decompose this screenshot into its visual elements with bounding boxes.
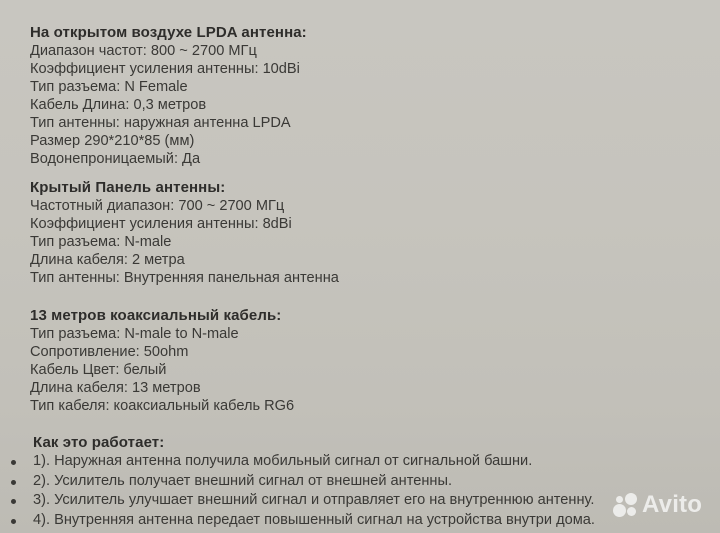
- list-item-text: 1). Наружная антенна получила мобильный сигнал от сигнальной башни.: [33, 453, 533, 469]
- list-item-text: 3). Усилитель улучшает внешний сигнал и отправляет его на внутреннюю антенну.: [33, 492, 595, 508]
- spec-line-connector: Тип разъема: N-male to N-male: [30, 326, 239, 342]
- spec-line-frequency: Частотный диапазон: 700 ~ 2700 МГц: [30, 198, 285, 214]
- spec-line-color: Кабель Цвет: белый: [30, 362, 167, 378]
- list-item: [33, 472, 595, 492]
- spec-line-gain: Коэффициент усиления антенны: 8dBi: [30, 216, 292, 232]
- section-coaxial-cable: [30, 307, 294, 415]
- section-how-it-works: [33, 434, 595, 530]
- watermark-text: Avito: [642, 491, 703, 518]
- section-indoor-panel-antenna: [30, 179, 339, 287]
- spec-line-cable-length: Длина кабеля: 13 метров: [30, 380, 201, 396]
- spec-line-waterproof: Водонепроницаемый: Да: [30, 151, 201, 167]
- spec-line-connector: Тип разъема: N-male: [30, 234, 172, 250]
- section-title: 13 метров коаксиальный кабель:: [30, 307, 282, 324]
- section-outdoor-lpda-antenna: [30, 24, 307, 168]
- spec-line-cable-length: Кабель Длина: 0,3 метров: [30, 97, 207, 113]
- section-title: Крытый Панель антенны:: [30, 179, 226, 196]
- list-item: [33, 452, 595, 472]
- spec-line-impedance: Сопротивление: 50ohm: [30, 344, 189, 360]
- spec-line-cable-type: Тип кабеля: коаксиальный кабель RG6: [30, 398, 295, 414]
- list-item-text: 2). Усилитель получает внешний сигнал от внешней антенны.: [33, 472, 453, 489]
- list-item: [33, 511, 595, 531]
- spec-line-antenna-type: Тип антенны: Внутренняя панельная антенна: [30, 270, 339, 286]
- avito-dots-logo-icon: [613, 492, 639, 518]
- spec-line-frequency: Диапазон частот: 800 ~ 2700 МГц: [30, 43, 257, 59]
- section-title: На открытом воздухе LPDA антенна:: [30, 24, 307, 41]
- list-item-text: 4). Внутренняя антенна передает повышенный сигнал на устройства внутри дома.: [33, 511, 595, 528]
- section-title: Как это работает:: [33, 434, 165, 451]
- bullet-icon: [11, 519, 16, 524]
- spec-line-gain: Коэффициент усиления антенны: 10dBi: [30, 61, 300, 77]
- bullet-icon: [11, 499, 16, 504]
- spec-line-antenna-type: Тип антенны: наружная антенна LPDA: [30, 115, 291, 131]
- spec-line-cable-length: Длина кабеля: 2 метра: [30, 252, 185, 268]
- spec-line-size: Размер 290*210*85 (мм): [30, 133, 195, 149]
- avito-watermark: [613, 491, 702, 519]
- list-item: [33, 491, 595, 511]
- bullet-icon: [11, 480, 16, 485]
- bullet-icon: [11, 460, 16, 465]
- spec-line-connector: Тип разъема: N Female: [30, 79, 188, 95]
